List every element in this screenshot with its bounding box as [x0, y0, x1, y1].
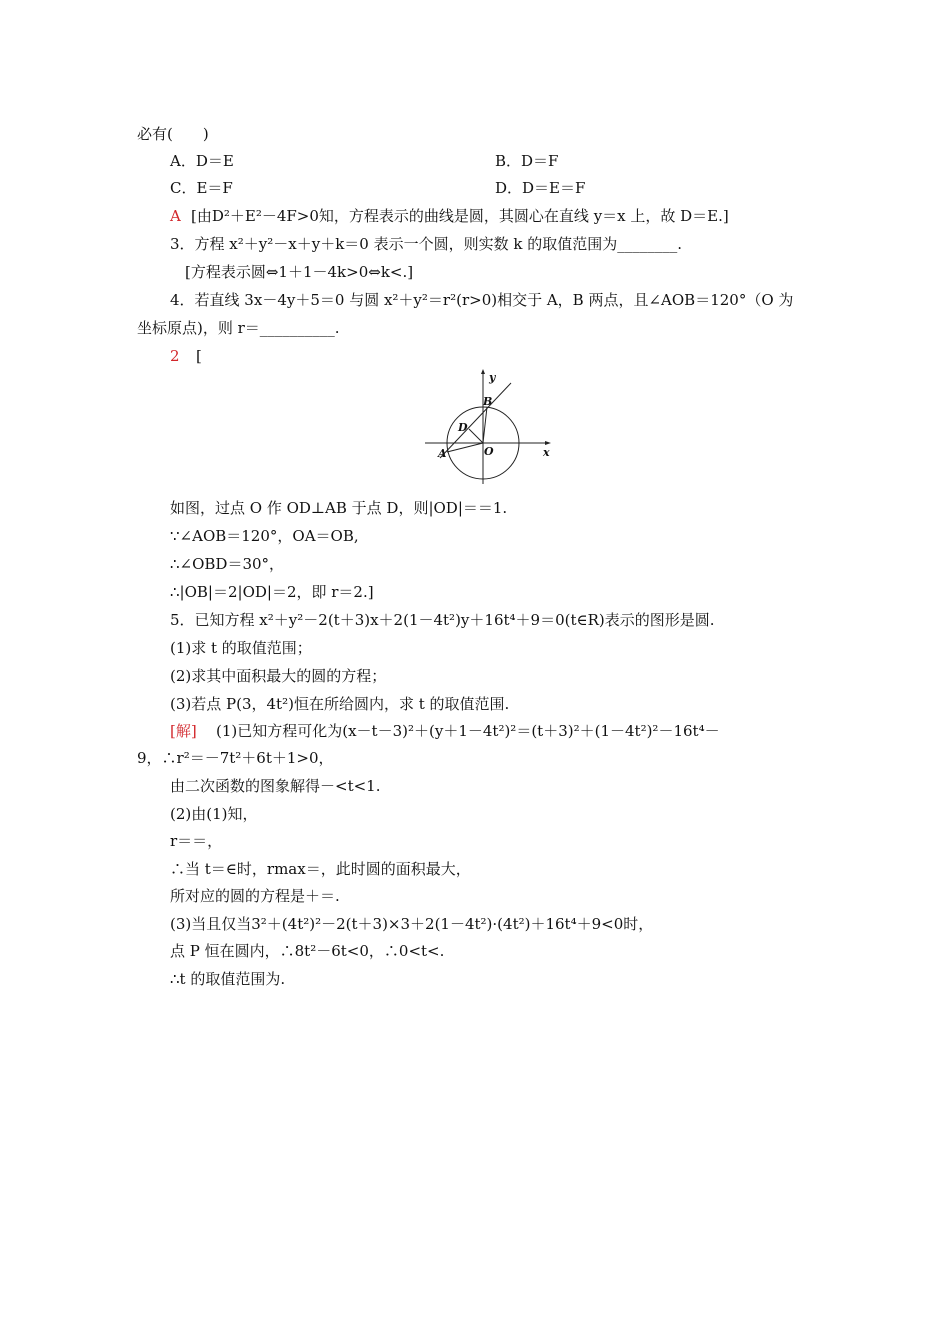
question-5-solution-line-6: ∴当 t＝∈时，rmax＝，此时圆的面积最大， — [170, 860, 471, 878]
question-4-answer: 2 — [170, 347, 180, 365]
question-3-explanation: [方程表示圆⇔1＋1－4k>0⇔k<.] — [185, 263, 414, 281]
segment-od — [469, 429, 483, 443]
line-ab — [440, 383, 511, 458]
label-o: O — [484, 445, 494, 458]
label-x: x — [543, 446, 550, 459]
question-5-solution-line-10: ∴t 的取值范围为. — [170, 970, 286, 988]
question-5-solution-line-4: (2)由(1)知， — [170, 805, 258, 823]
question-5-part-1: (1)求 t 的取值范围； — [170, 639, 312, 657]
question-4-solution-line-2: ∵∠AOB＝120°，OA＝OB, — [170, 527, 359, 545]
question-2-explanation: [由D²＋E²－4F>0知，方程表示的曲线是圆，其圆心在直线 y＝x 上，故 D＝E.] — [191, 207, 729, 225]
label-y: y — [489, 371, 496, 384]
label-a: A — [438, 447, 447, 460]
question-5-part-3: (3)若点 P(3，4t²)恒在所给圆内，求 t 的取值范围. — [170, 695, 510, 713]
circle-geometry-figure — [425, 366, 555, 488]
label-d: D — [458, 421, 468, 434]
question-5-solution-line-1: (1)已知方程可化为(x－t－3)²＋(y＋1－4t²)²＝(t＋3)²＋(1－4t²)²－16t⁴－ — [216, 722, 720, 740]
question-4-solution-line-1: 如图，过点 O 作 OD⊥AB 于点 D，则|OD|＝＝1. — [170, 499, 508, 517]
option-a: A．D＝E — [170, 152, 234, 170]
question-3-stem: 3．方程 x²＋y²－x＋y＋k＝0 表示一个圆，则实数 k 的取值范围为________. — [170, 235, 683, 253]
question-5-solution-line-9: 点 P 恒在圆内，∴8t²－6t<0，∴0<t<. — [170, 942, 445, 960]
question-5-solution-line-3: 由二次函数的图象解得－<t<1. — [170, 777, 381, 795]
question-5-solution-line-7: 所对应的圆的方程是＋＝. — [170, 887, 340, 905]
question-5-solution-line-5: r＝＝， — [170, 832, 223, 850]
x-axis-arrow — [545, 441, 551, 445]
label-b: B — [483, 395, 493, 408]
solution-label: [解] — [170, 722, 197, 740]
question-5-stem: 5．已知方程 x²＋y²－2(t＋3)x＋2(1－4t²)y＋16t⁴＋9＝0(t∈R)表示的图形是圆. — [170, 611, 715, 629]
question-4-solution-line-3: ∴∠OBD＝30°， — [170, 555, 285, 573]
option-c: C．E＝F — [170, 179, 233, 197]
question-5-solution-line-8: (3)当且仅当3²＋(4t²)²－2(t＋3)×3＋2(1－4t²)·(4t²)＋16t⁴＋9<0时， — [170, 915, 654, 933]
question-2-stem: 必有( ) — [137, 125, 209, 143]
question-5-part-2: (2)求其中面积最大的圆的方程； — [170, 667, 387, 685]
question-2-answer: A — [170, 207, 181, 225]
question-4-solution-line-4: ∴|OB|＝2|OD|＝2，即 r＝2.] — [170, 583, 374, 601]
question-4-bracket: [ — [196, 347, 202, 365]
question-4-stem-line-2: 坐标原点)，则 r＝__________. — [137, 319, 340, 337]
option-d: D．D＝E＝F — [495, 179, 586, 197]
question-4-stem-line-1: 4．若直线 3x－4y＋5＝0 与圆 x²＋y²＝r²(r>0)相交于 A，B 两点，且∠AOB＝120°（O 为 — [170, 291, 794, 309]
option-b: B．D＝F — [495, 152, 559, 170]
y-axis-arrow — [481, 369, 485, 374]
question-5-solution-line-2: 9，∴r²＝－7t²＋6t＋1>0， — [137, 749, 334, 767]
